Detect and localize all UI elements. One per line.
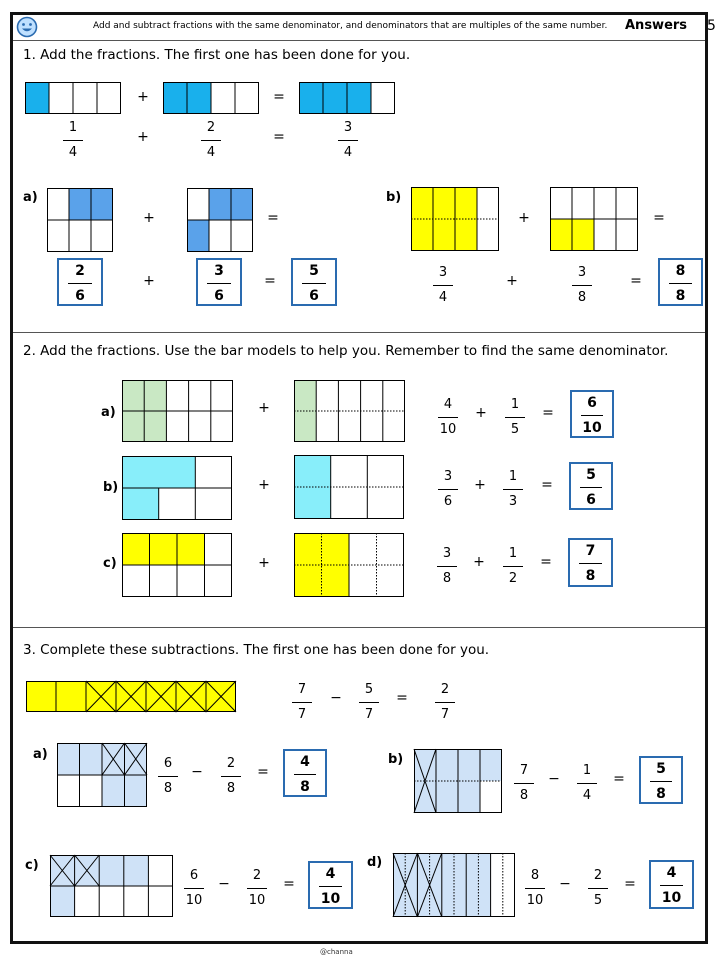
minus-sign: − — [191, 764, 203, 780]
fraction: 2 8 — [216, 756, 246, 797]
minus-sign: − — [330, 690, 342, 706]
fraction: 8 8 — [660, 260, 701, 304]
answers-label: Answers — [625, 18, 688, 33]
question-label: a) — [33, 747, 48, 762]
answer-box — [291, 258, 337, 306]
fraction: 4 8 — [285, 751, 325, 795]
fraction: 5 6 — [293, 260, 335, 304]
grid-model — [294, 455, 404, 519]
question-label: d) — [367, 855, 383, 870]
fraction: 7 8 — [509, 763, 539, 804]
section2-question: 2. Add the fractions. Use the bar models to help you. Remember to find the same denominator. — [23, 343, 669, 359]
fraction: 1 3 — [498, 469, 528, 510]
grid-model — [294, 533, 404, 597]
minus-sign: − — [559, 876, 571, 892]
fraction: 5 7 — [354, 682, 384, 723]
bar-model — [25, 82, 121, 114]
fraction: 5 8 — [641, 758, 681, 802]
plus-sign: + — [506, 273, 518, 289]
footer-credit: @channa — [320, 948, 353, 956]
fraction: 2 6 — [59, 260, 101, 304]
fraction: 4 10 — [661, 865, 682, 906]
equals-sign: = — [540, 554, 552, 570]
fraction: 3 8 — [567, 265, 597, 306]
answer-box — [649, 860, 694, 909]
fraction: 6 10 — [185, 868, 203, 908]
plus-sign: + — [258, 477, 270, 493]
fraction: 6 10 — [582, 395, 602, 436]
answer-box — [283, 749, 327, 797]
fraction: 3 6 — [198, 260, 240, 304]
plus-sign: + — [143, 210, 155, 226]
grid-model — [122, 533, 232, 597]
equals-sign: = — [273, 89, 285, 105]
fraction: 6 8 — [153, 756, 183, 797]
grid-model — [47, 188, 113, 252]
fraction: 3 4 — [333, 120, 363, 161]
fraction: 8 10 — [526, 868, 544, 908]
bar-model — [299, 82, 395, 114]
answer-box — [308, 861, 353, 909]
answer-box — [658, 258, 703, 306]
grid-model — [414, 749, 502, 813]
answer-box — [570, 390, 614, 438]
grid-model — [294, 380, 405, 442]
minus-sign: − — [548, 771, 560, 787]
answer-box — [57, 258, 103, 306]
question-label: b) — [103, 480, 119, 495]
section1-question: 1. Add the fractions. The first one has been done for you. — [23, 47, 411, 63]
plus-sign: + — [518, 210, 530, 226]
equals-sign: = — [396, 690, 408, 706]
bar-model — [26, 681, 236, 712]
fraction: 1 2 — [498, 546, 528, 587]
equals-sign: = — [283, 876, 295, 892]
equals-sign: = — [264, 273, 276, 289]
section3-question: 3. Complete these subtractions. The first one has been done for you. — [23, 642, 490, 658]
smiley-icon — [16, 16, 38, 38]
fraction: 3 8 — [432, 546, 462, 587]
equals-sign: = — [630, 273, 642, 289]
grid-model — [122, 456, 232, 520]
fraction: 4 10 — [439, 397, 457, 437]
fraction: 2 5 — [583, 868, 613, 909]
plus-sign: + — [474, 477, 486, 493]
equals-sign: = — [542, 405, 554, 421]
equals-sign: = — [267, 210, 279, 226]
header-title: Add and subtract fractions with the same denominator, and denominators that are multiples of the same number. — [93, 21, 608, 31]
equals-sign: = — [624, 876, 636, 892]
question-label: a) — [101, 405, 116, 420]
fraction: 7 7 — [287, 682, 317, 723]
equals-sign: = — [653, 210, 665, 226]
grid-model — [50, 855, 173, 917]
bar-model — [163, 82, 259, 114]
grid-model — [57, 743, 147, 807]
grid-model — [411, 187, 499, 251]
question-label: b) — [386, 190, 402, 205]
header-divider — [13, 40, 705, 41]
fraction: 4 10 — [320, 866, 341, 907]
section-divider-2 — [13, 627, 705, 628]
plus-sign: + — [143, 273, 155, 289]
answer-box — [569, 462, 613, 510]
equals-sign: = — [273, 129, 285, 145]
fraction: 3 4 — [428, 265, 458, 306]
equals-sign: = — [257, 764, 269, 780]
section-divider-1 — [13, 332, 705, 333]
fraction: 1 4 — [58, 120, 88, 161]
plus-sign: + — [137, 89, 149, 105]
page-number: 5 — [707, 18, 716, 34]
grid-model — [122, 380, 233, 442]
fraction: 7 8 — [570, 540, 611, 584]
page-header — [13, 15, 716, 41]
fraction: 2 7 — [430, 682, 460, 723]
grid-model — [550, 187, 638, 251]
minus-sign: − — [218, 876, 230, 892]
plus-sign: + — [137, 129, 149, 145]
equals-sign: = — [541, 477, 553, 493]
fraction: 1 5 — [500, 397, 530, 438]
fraction: 5 6 — [571, 464, 611, 508]
grid-model — [187, 188, 253, 252]
question-label: c) — [25, 858, 39, 873]
equals-sign: = — [613, 771, 625, 787]
fraction: 2 10 — [248, 868, 266, 908]
question-label: b) — [388, 752, 404, 767]
plus-sign: + — [475, 405, 487, 421]
answer-box — [196, 258, 242, 306]
answer-box — [639, 756, 683, 804]
bar-model — [393, 853, 515, 917]
plus-sign: + — [473, 554, 485, 570]
question-label: a) — [23, 190, 38, 205]
plus-sign: + — [258, 400, 270, 416]
fraction: 2 4 — [196, 120, 226, 161]
fraction: 3 6 — [433, 469, 463, 510]
question-label: c) — [103, 556, 117, 571]
answer-box — [568, 538, 613, 587]
fraction: 1 4 — [572, 763, 602, 804]
plus-sign: + — [258, 555, 270, 571]
